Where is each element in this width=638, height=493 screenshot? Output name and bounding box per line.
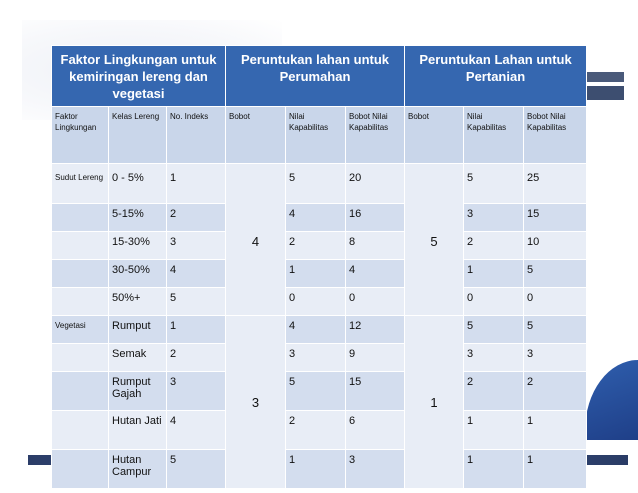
table-row <box>52 411 587 450</box>
cell-nilai-pertanian: 2 <box>464 232 524 260</box>
cell-nilai-pertanian: 3 <box>464 344 524 372</box>
cell-nilai-perumahan: 2 <box>286 232 346 260</box>
cell-nilai-perumahan: 5 <box>286 372 346 411</box>
cell-kelas: 30-50% <box>109 260 167 288</box>
cell-faktor-empty <box>52 204 109 232</box>
cell-bobot-nilai-perumahan: 15 <box>346 372 405 411</box>
cell-indeks: 4 <box>167 411 226 450</box>
cell-bobot-nilai-pertanian: 2 <box>524 372 587 411</box>
cell-nilai-perumahan: 4 <box>286 204 346 232</box>
header-pertanian: Peruntukan Lahan untuk Pertanian <box>405 46 587 107</box>
cell-bobot-nilai-perumahan: 8 <box>346 232 405 260</box>
cell-bobot-nilai-pertanian: 5 <box>524 316 587 344</box>
cell-bobot-nilai-pertanian: 10 <box>524 232 587 260</box>
subheader-bobot-nilai-pertanian: Bobot Nilai Kapabilitas <box>524 107 587 164</box>
cell-kelas: 50%+ <box>109 288 167 316</box>
cell-indeks: 5 <box>167 450 226 489</box>
cell-indeks: 1 <box>167 164 226 204</box>
subheader-bobot-perumahan: Bobot <box>226 107 286 164</box>
cell-bobot-nilai-pertanian: 1 <box>524 411 587 450</box>
table-row <box>52 344 587 372</box>
weighting-table <box>51 45 587 489</box>
cell-faktor-empty <box>52 450 109 489</box>
table-row <box>52 204 587 232</box>
subheader-faktor: Faktor Lingkungan <box>52 107 109 164</box>
cell-faktor-empty <box>52 344 109 372</box>
cell-bobot-nilai-pertanian: 15 <box>524 204 587 232</box>
cell-faktor-empty <box>52 372 109 411</box>
cell-bobot-nilai-perumahan: 20 <box>346 164 405 204</box>
cell-nilai-perumahan: 2 <box>286 411 346 450</box>
cell-indeks: 3 <box>167 232 226 260</box>
cell-kelas: Hutan Campur <box>109 450 167 489</box>
cell-bobot-nilai-pertanian: 1 <box>524 450 587 489</box>
cell-nilai-perumahan: 0 <box>286 288 346 316</box>
cell-kelas: Semak <box>109 344 167 372</box>
header-faktor-lingkungan: Faktor Lingkungan untuk kemiringan lereng dan vegetasi <box>52 46 226 107</box>
cell-indeks: 4 <box>167 260 226 288</box>
cell-nilai-pertanian: 1 <box>464 411 524 450</box>
cell-bobot-nilai-pertanian: 5 <box>524 260 587 288</box>
subheader-nilai-perumahan: Nilai Kapabilitas <box>286 107 346 164</box>
cell-kelas: 5-15% <box>109 204 167 232</box>
cell-indeks: 3 <box>167 372 226 411</box>
cell-bobot-nilai-perumahan: 6 <box>346 411 405 450</box>
subheader-kelas: Kelas Lereng <box>109 107 167 164</box>
cell-indeks: 5 <box>167 288 226 316</box>
cell-nilai-pertanian: 1 <box>464 260 524 288</box>
cell-nilai-pertanian: 0 <box>464 288 524 316</box>
cell-bobot-nilai-perumahan: 12 <box>346 316 405 344</box>
cell-nilai-pertanian: 5 <box>464 316 524 344</box>
background-swoosh-decoration <box>585 360 638 440</box>
cell-bobot-nilai-perumahan: 0 <box>346 288 405 316</box>
cell-kelas: 15-30% <box>109 232 167 260</box>
group-label-sudut: Sudut Lereng <box>52 164 109 204</box>
cell-bobot-nilai-perumahan: 4 <box>346 260 405 288</box>
bobot-pertanian-sudut: 5 <box>405 164 464 316</box>
cell-nilai-pertanian: 1 <box>464 450 524 489</box>
cell-nilai-pertanian: 3 <box>464 204 524 232</box>
table-row <box>52 372 587 411</box>
bobot-pertanian-vegetasi: 1 <box>405 316 464 489</box>
bobot-perumahan-vegetasi: 3 <box>226 316 286 489</box>
table-row <box>52 164 587 204</box>
subheader-bobot-pertanian: Bobot <box>405 107 464 164</box>
bobot-perumahan-sudut: 4 <box>226 164 286 316</box>
cell-faktor-empty <box>52 232 109 260</box>
cell-nilai-perumahan: 5 <box>286 164 346 204</box>
table-row <box>52 450 587 489</box>
table-row <box>52 260 587 288</box>
cell-bobot-nilai-pertanian: 3 <box>524 344 587 372</box>
subheader-nilai-pertanian: Nilai Kapabilitas <box>464 107 524 164</box>
cell-bobot-nilai-pertanian: 0 <box>524 288 587 316</box>
cell-kelas: Hutan Jati <box>109 411 167 450</box>
cell-bobot-nilai-pertanian: 25 <box>524 164 587 204</box>
header-row <box>52 46 587 107</box>
cell-indeks: 2 <box>167 344 226 372</box>
header-perumahan: Peruntukan lahan untuk Perumahan <box>226 46 405 107</box>
cell-indeks: 1 <box>167 316 226 344</box>
cell-nilai-perumahan: 1 <box>286 450 346 489</box>
subheader-no-indeks: No. Indeks <box>167 107 226 164</box>
cell-faktor-empty <box>52 260 109 288</box>
subheader-row <box>52 107 587 164</box>
cell-faktor-empty <box>52 411 109 450</box>
subheader-bobot-nilai-perumahan: Bobot Nilai Kapabilitas <box>346 107 405 164</box>
cell-kelas: 0 - 5% <box>109 164 167 204</box>
table-row <box>52 316 587 344</box>
cell-bobot-nilai-perumahan: 3 <box>346 450 405 489</box>
table-row <box>52 288 587 316</box>
cell-kelas: Rumput <box>109 316 167 344</box>
background-bar-decoration <box>584 72 624 82</box>
cell-faktor-empty <box>52 288 109 316</box>
background-bar-decoration <box>584 86 624 100</box>
cell-bobot-nilai-perumahan: 9 <box>346 344 405 372</box>
cell-nilai-perumahan: 3 <box>286 344 346 372</box>
cell-nilai-pertanian: 5 <box>464 164 524 204</box>
cell-indeks: 2 <box>167 204 226 232</box>
table-row <box>52 232 587 260</box>
cell-nilai-perumahan: 1 <box>286 260 346 288</box>
cell-nilai-perumahan: 4 <box>286 316 346 344</box>
cell-nilai-pertanian: 2 <box>464 372 524 411</box>
cell-bobot-nilai-perumahan: 16 <box>346 204 405 232</box>
cell-kelas: Rumput Gajah <box>109 372 167 411</box>
group-label-vegetasi: Vegetasi <box>52 316 109 344</box>
